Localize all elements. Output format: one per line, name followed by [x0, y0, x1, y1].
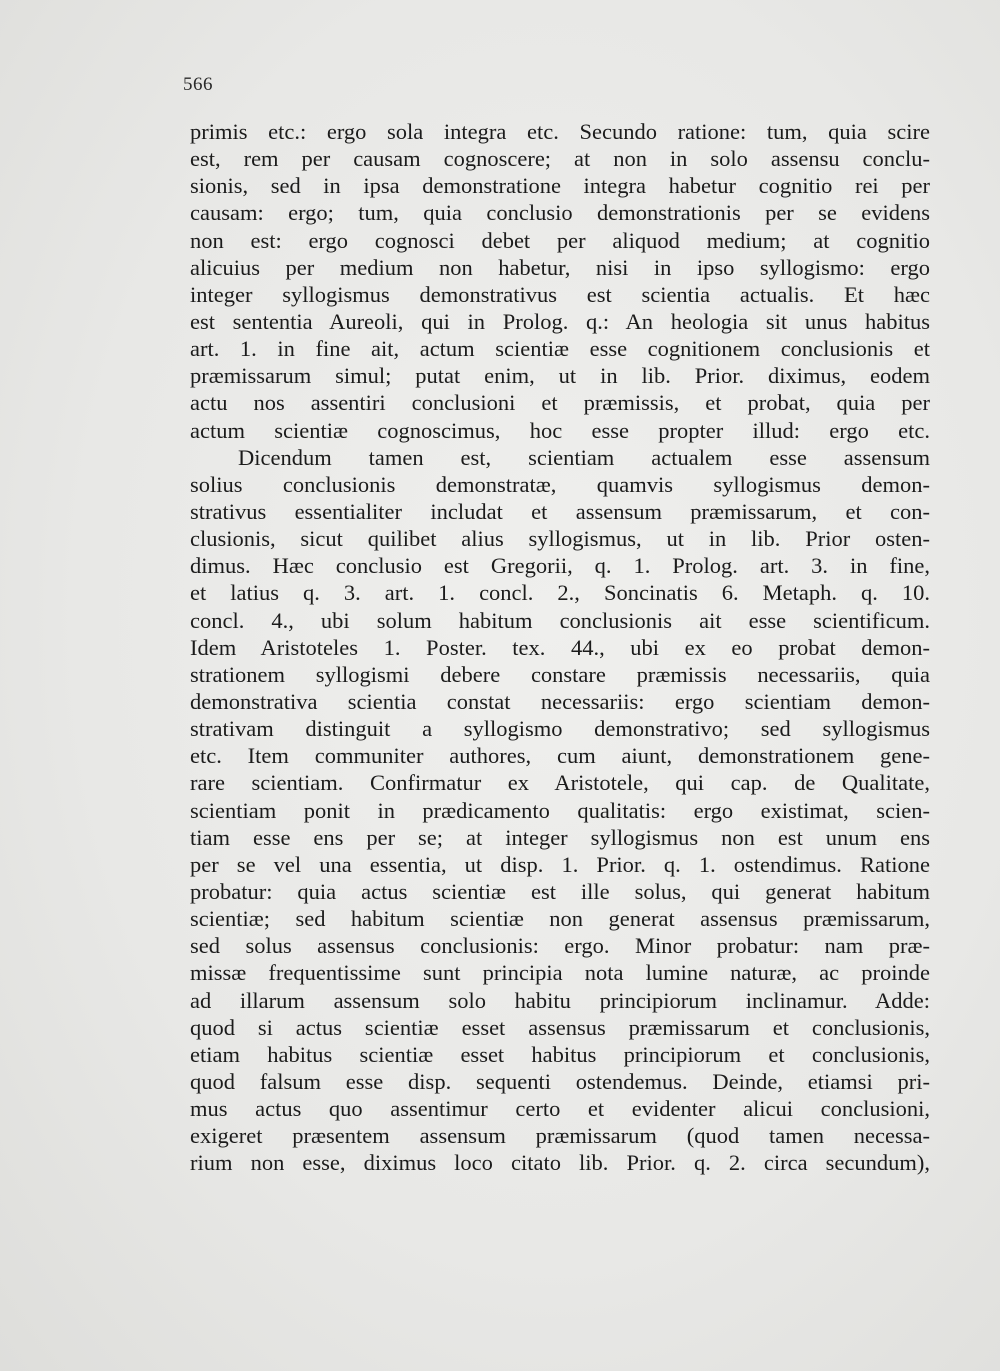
text-line: concl. 4., ubi solum habitum conclusionis ait esse scientificum.	[190, 607, 930, 633]
text-line: per se vel una essentia, ut disp. 1. Prior. q. 1. ostendimus. Ratione	[190, 851, 930, 877]
text-line: quod si actus scientiæ esset assensus præmissarum et conclusionis,	[190, 1014, 930, 1040]
text-line: actu nos assentiri conclusioni et præmissis, et probat, quia per	[190, 390, 930, 416]
text-line: etc. Item communiter authores, cum aiunt, demonstrationem gene-	[190, 743, 930, 769]
text-line: causam: ergo; tum, quia conclusio demonstrationis per se evidens	[190, 200, 930, 226]
text-line: scientiam ponit in prædicamento qualitatis: ergo existimat, scien-	[190, 797, 930, 823]
text-line: scientiæ; sed habitum scientiæ non generat assensus præmissarum,	[190, 906, 930, 932]
text-line: strationem syllogismi debere constare præmissis necessariis, quia	[190, 661, 930, 687]
text-line: probatur: quia actus scientiæ est ille solus, qui generat habitum	[190, 878, 930, 904]
text-line: strativus essentialiter includat et assensum præmissarum, et con-	[190, 498, 930, 524]
text-line: quod falsum esse disp. sequenti ostendemus. Deinde, etiamsi pri-	[190, 1068, 930, 1094]
text-line: clusionis, sicut quilibet alius syllogismus, ut in lib. Prior osten-	[190, 526, 930, 552]
text-line: sed solus assensus conclusionis: ergo. Minor probatur: nam præ-	[190, 933, 930, 959]
text-line: alicuius per medium non habetur, nisi in ipso syllogismo: ergo	[190, 254, 930, 280]
text-line: strativam distinguit a syllogismo demonstrativo; sed syllogismus	[190, 716, 930, 742]
text-line: missæ frequentissime sunt principia nota lumine naturæ, ac proinde	[190, 960, 930, 986]
text-line: tiam esse ens per se; at integer syllogismus non est unum ens	[190, 824, 930, 850]
text-line: solius conclusionis demonstratæ, quamvis syllogismus demon-	[190, 471, 930, 497]
body-text	[190, 118, 930, 1176]
text-line: mus actus quo assentimur certo et evidenter alicui conclusioni,	[190, 1096, 930, 1122]
text-line: integer syllogismus demonstrativus est scientia actualis. Et hæc	[190, 281, 930, 307]
text-line: primis etc.: ergo sola integra etc. Secundo ratione: tum, quia scire	[190, 119, 930, 144]
text-line: actum scientiæ cognoscimus, hoc esse propter illud: ergo etc.	[190, 417, 930, 443]
text-line: sionis, sed in ipsa demonstratione integra habetur cognitio rei per	[190, 173, 930, 199]
text-line: art. 1. in fine ait, actum scientiæ esse cognitionem conclusionis et	[190, 336, 930, 362]
page-number: 566	[183, 74, 213, 95]
text-line: est, rem per causam cognoscere; at non in solo assensu conclu-	[190, 146, 930, 172]
text-line: etiam habitus scientiæ esset habitus principiorum et conclusionis,	[190, 1041, 930, 1067]
text-line: rare scientiam. Confirmatur ex Aristotele, qui cap. de Qualitate,	[190, 770, 930, 796]
text-line: dimus. Hæc conclusio est Gregorii, q. 1. Prolog. art. 3. in fine,	[190, 553, 930, 579]
text-line: est sententia Aureoli, qui in Prolog. q.: An heologia sit unus habitus	[190, 308, 930, 334]
text-line: non est: ergo cognosci debet per aliquod medium; at cognitio	[190, 227, 930, 253]
text-line: rium non esse, diximus loco citato lib. Prior. q. 2. circa secundum),	[190, 1150, 930, 1176]
text-line: demonstrativa scientia constat necessariis: ergo scientiam demon-	[190, 688, 930, 714]
text-line: præmissarum simul; putat enim, ut in lib. Prior. diximus, eodem	[190, 363, 930, 389]
text-line: exigeret præsentem assensum præmissarum (quod tamen necessa-	[190, 1123, 930, 1149]
text-line: et latius q. 3. art. 1. concl. 2., Soncinatis 6. Metaph. q. 10.	[190, 580, 930, 606]
text-line: Idem Aristoteles 1. Poster. tex. 44., ubi ex eo probat demon-	[190, 634, 930, 660]
text-line: Dicendum tamen est, scientiam actualem esse assensum	[238, 444, 930, 470]
text-line: ad illarum assensum solo habitu principiorum inclinamur. Adde:	[190, 987, 930, 1013]
